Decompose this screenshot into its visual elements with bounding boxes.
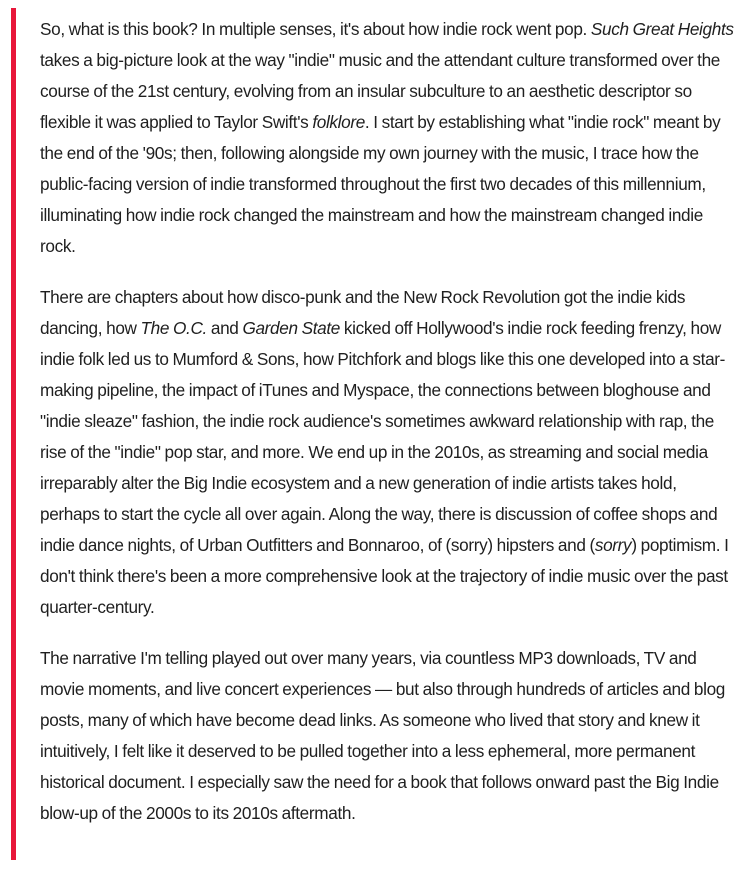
paragraph-text: takes a big-picture look at the way "indie" music and the attendant culture transformed over the course of the 21st century, evolving from an insular subculture to an aesthetic descriptor so flexible it was applied to Taylor Swift's [40,50,721,132]
paragraph-text: ) poptimism. I don't think there's been a more comprehensive look at the trajectory of indie music over the past quarter-century. [40,535,729,617]
paragraph-text: . I start by establishing what "indie rock" meant by the end of the '90s; then, following alongside my own journey with the music, I trace how the public-facing version of indie transformed throughout the first two decades of this millennium, illuminating how indie rock changed the mainstream and how the mainstream changed indie rock. [40,112,721,256]
blockquote-accent-bar [11,8,16,860]
book-title-such-great-heights: Such Great Heights [590,19,734,39]
show-title-the-oc: The O.C. [140,318,207,338]
paragraph-1 [40,14,740,262]
paragraph-text: So, what is this book? In multiple senses, it's about how indie rock went pop. [40,19,591,39]
blockquote [40,14,740,849]
paragraph-text: The narrative I'm telling played out over many years, via countless MP3 downloads, TV and movie moments, and live concert experiences — but also through hundreds of articles and blog posts, many of which have become dead links. As someone who lived that story and knew it intuitively, I felt like it deserved to be pulled together into a less ephemeral, more permanent historical document. I especially saw the need for a book that follows onward past the Big Indie blow-up of the 2000s to its 2010s aftermath. [40,648,725,823]
paragraph-2 [40,282,740,623]
album-title-folklore: folklore [312,112,365,132]
paragraph-text: kicked off Hollywood's indie rock feeding frenzy, how indie folk led us to Mumford & Sons, how Pitchfork and blogs like this one developed into a star-making pipeline, the impact of iTunes and Myspace, the connections between bloghouse and "indie sleaze" fashion, the indie rock audience's sometimes awkward relationship with rap, the rise of the "indie" pop star, and more. We end up in the 2010s, as streaming and social media irreparably alter the Big Indie ecosystem and a new generation of indie artists takes hold, perhaps to start the cycle all over again. Along the way, there is discussion of coffee shops and indie dance nights, of Urban Outfitters and Bonnaroo, of (sorry) hipsters and ( [40,318,726,555]
paragraph-3 [40,643,740,829]
paragraph-text: There are chapters about how disco-punk and the New Rock Revolution got the indie kids dancing, how [40,287,686,338]
film-title-garden-state: Garden State [242,318,340,338]
paragraph-text: and [206,318,243,338]
emphasis-sorry: sorry [594,535,632,555]
